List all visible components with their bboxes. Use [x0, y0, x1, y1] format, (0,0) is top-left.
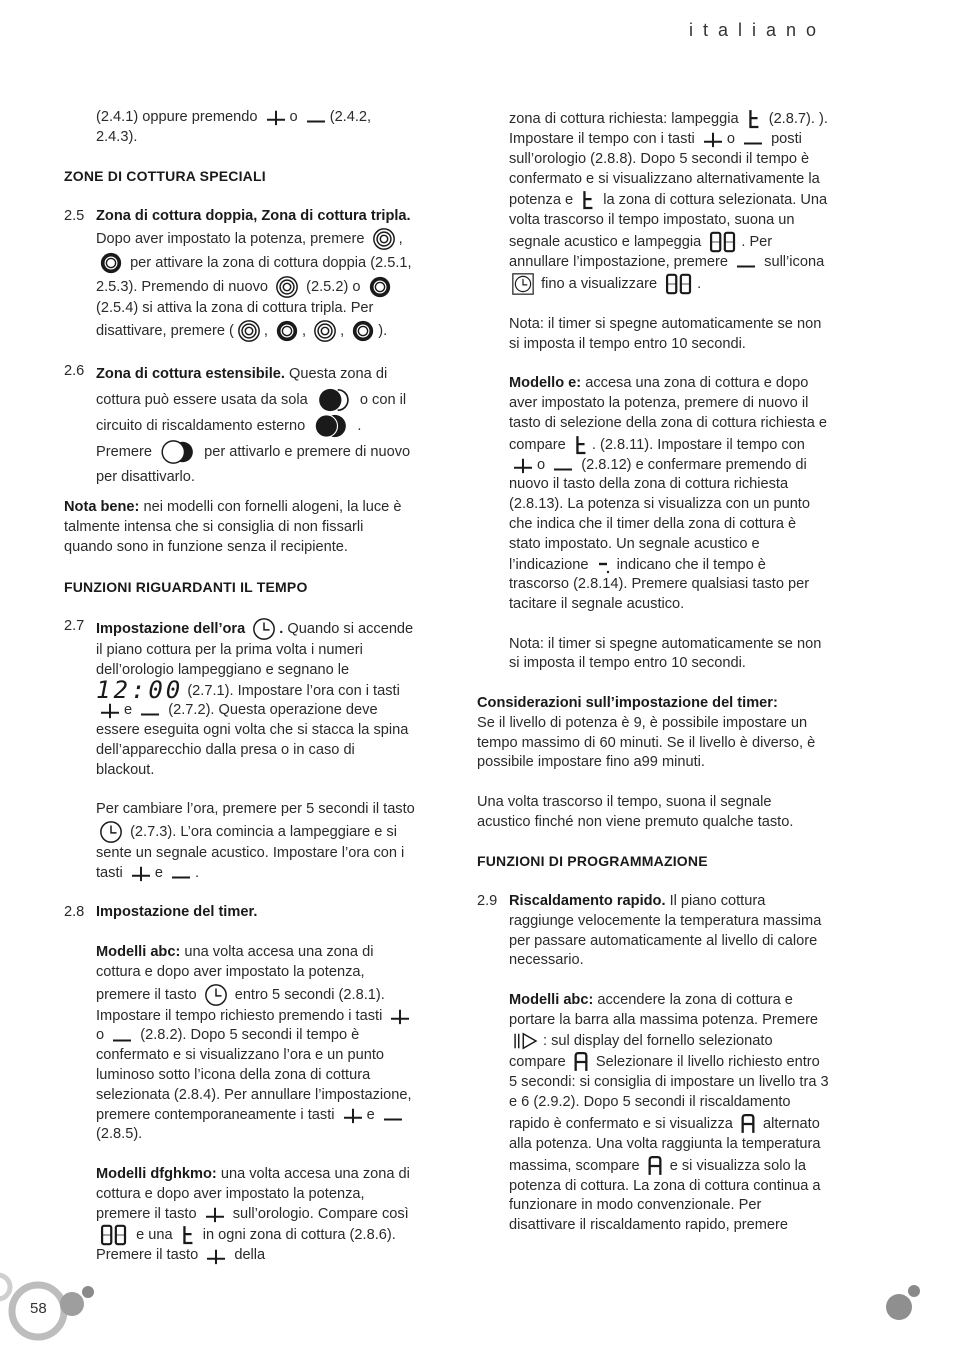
text: fino a visualizzare: [541, 275, 658, 292]
text: o: [96, 1027, 105, 1044]
clock-icon: [99, 820, 123, 844]
triple-ring-zone-icon: [372, 227, 396, 251]
single-zone-icon: [315, 387, 353, 413]
double-ring-zone-icon: [99, 251, 123, 275]
text: accesa una zona di cottura e dopo aver impostato la potenza, premere di nuovo il tasto di selezione della zona di cottura richiesta e compare: [509, 375, 828, 453]
text: e una: [136, 1227, 173, 1244]
text: e: [124, 702, 133, 719]
text: (2.8.2). Dopo 5 secondi il tempo è confermato e si visualizzano l’ora e un punto luminoso sotto l’icona della zona di cottura selezionata (2.8.4). Per annullare l’impostazione, premere contemporaneamente i tasti: [96, 1027, 412, 1123]
section-number: 2.6: [64, 363, 85, 380]
text: (2.4.2,: [329, 109, 372, 125]
text: posti sull’orologio (2.8.8). Dopo 5 secondi il tempo è confermato e si visualizzano alternativamente la potenza e: [509, 131, 820, 209]
text: o: [289, 109, 298, 125]
text: .: [195, 864, 200, 881]
double-ring-zone-icon: [351, 319, 375, 343]
text: ,: [340, 322, 345, 339]
text: accendere la zona di cottura e portare la barra alla massima potenza. Premere: [509, 991, 819, 1028]
section-title: Riscaldamento rapido.: [509, 892, 666, 909]
text: Il piano cottura raggiunge velocemente la temperatura massima per passare automaticamente al livello di calore necessario.: [509, 892, 822, 969]
considerations-title: Considerazioni sull’impostazione del timer:: [477, 694, 778, 711]
plus-icon: [265, 108, 287, 126]
timer-00-display-icon: [99, 1224, 129, 1246]
plus-icon: [342, 1106, 364, 1124]
left-column: [64, 108, 416, 1266]
considerations-text: Se il livello di potenza è 9, è possibile impostare un tempo massimo di 60 minuti. Se il livello è diverso, è possibile impostare fino a99 minuti.: [477, 714, 816, 771]
text: (2.8.12) e confermare premendo di nuovo il tasto della zona di cottura richiesta (2.8.13). La potenza si visualizza con un punto che indica che il timer della zona di cottura è stato impostato. Un segnale acustico e l’indicazione: [509, 456, 810, 573]
nota-bene: [64, 498, 416, 557]
text: zona di cottura richiesta: lampeggia: [509, 110, 739, 127]
text: : sul display del fornello selezionato compare: [509, 1032, 773, 1071]
plus-icon: [702, 130, 724, 148]
footer-ornament-right: [880, 1280, 920, 1325]
plus-icon: [99, 701, 121, 719]
section-2-8: [64, 903, 416, 1266]
section-title: Impostazione del timer.: [96, 904, 258, 921]
text: ,: [398, 230, 403, 247]
plus-icon: [204, 1205, 226, 1223]
text: e si visualizza solo la potenza di cottura. La zona di cottura continua a funzionare in modo convenzionale. Per disattivare il riscaldamento rapido, premere: [509, 1157, 821, 1234]
text: nei modelli con fornelli alogeni, la luce è talmente intensa che si consiglia di non fissarli quando sono in funzione senza il recipiente.: [64, 499, 402, 555]
language-label: italiano: [688, 20, 826, 40]
text: (2.8.7). ). Impostare il tempo con i tasti: [509, 110, 828, 147]
text: entro 5 secondi (2.8.1). Impostare il tempo richiesto premendo i tasti: [96, 986, 385, 1024]
section-2-7: [64, 617, 416, 884]
paragraph-continued: [477, 108, 829, 674]
text: (2.8.5).: [96, 1126, 143, 1143]
section-heading-time: FUNZIONI RIGUARDANTI IL TEMPO: [64, 578, 308, 595]
text: (2.4.1) oppure premendo: [96, 109, 258, 125]
boost-a-display-icon: [573, 1051, 589, 1073]
minus-icon: [735, 253, 757, 271]
section-heading-programming: FUNZIONI DI PROGRAMMAZIONE: [477, 853, 708, 870]
section-title: Zona di cottura estensibile.: [96, 366, 285, 383]
text: .: [279, 621, 284, 638]
note-text: Nota: il timer si spegne automaticamente se non si imposta il tempo entro 10 secondi.: [509, 635, 822, 672]
double-ring-zone-icon: [368, 275, 392, 299]
text: (2.7.1). Impostare l’ora con i tasti: [187, 682, 400, 699]
triple-ring-zone-icon: [275, 275, 299, 299]
text: . (2.8.11). Impostare il tempo con: [591, 436, 805, 453]
model-label: Modello e:: [509, 375, 582, 392]
model-label: Modelli abc:: [509, 991, 594, 1008]
section-title: Zona di cottura doppia, Zona di cottura tripla.: [96, 207, 411, 224]
minus-icon: [552, 456, 574, 474]
text: una volta accesa una zona di cottura e dopo aver impostato la potenza, premere il tasto: [96, 1166, 410, 1222]
text: sull’icona: [764, 254, 825, 271]
timer-00-display-icon: [708, 231, 738, 253]
text: 2.4.3).: [96, 128, 138, 145]
text: una volta accesa una zona di cottura e dopo aver impostato la potenza, premere il tasto: [96, 944, 374, 1003]
section-2-5: [64, 207, 416, 343]
text: ).: [378, 322, 388, 339]
text: . Premere: [96, 418, 362, 461]
timer-dash-display-icon: [596, 555, 610, 575]
minus-icon: [170, 864, 192, 882]
text: Per cambiare l’ora, premere per 5 secondi il tasto: [96, 801, 415, 818]
section-title: Impostazione dell’ora: [96, 621, 246, 638]
text: ,: [263, 322, 268, 339]
text: o con il circuito di riscaldamento esterno: [96, 392, 407, 435]
text: in ogni zona di cottura (2.8.6). Premere il tasto: [96, 1227, 396, 1264]
text: indicano che il tempo è trascorso (2.8.14). Premere qualsiasi tasto per tacitare il segnale acustico.: [509, 556, 810, 612]
section-heading-special-zones: ZONE DI COTTURA SPECIALI: [64, 168, 266, 185]
timer-t-display-icon: [573, 434, 589, 456]
text: . Per annullare l’impostazione, premere: [509, 234, 773, 271]
considerations-text: Una volta trascorso il tempo, suona il segnale acustico finché non viene premuto qualche tasto.: [477, 793, 794, 830]
boost-a-display-icon: [740, 1113, 756, 1135]
triple-ring-zone-icon: [313, 319, 337, 343]
extended-zone-icon: [312, 413, 350, 439]
model-label: Modelli abc:: [96, 944, 181, 961]
clock-display: 12:00: [96, 675, 184, 704]
timer-t-display-icon: [746, 108, 762, 130]
paragraph-continued: [64, 108, 416, 148]
text: Quando si accende il piano cottura per la prima volta i numeri dell’orologio lampeggiano e segnano le: [96, 621, 414, 678]
text: per attivare la zona di cottura doppia (2.5.1, 2.5.3). Premendo di nuovo: [96, 254, 412, 295]
plus-icon: [389, 1007, 411, 1025]
minus-icon: [742, 130, 764, 148]
boost-button-icon: [512, 1031, 540, 1051]
clock-icon: [252, 617, 276, 641]
timer-t-display-icon: [180, 1224, 196, 1246]
section-number: 2.7: [64, 618, 85, 635]
triple-ring-zone-icon: [237, 319, 261, 343]
right-column: [477, 108, 829, 1236]
section-number: 2.5: [64, 207, 85, 224]
minus-icon: [139, 701, 161, 719]
text: Dopo aver impostato la potenza, premere: [96, 230, 365, 247]
footer-ornament-left: [0, 1265, 110, 1354]
text: (2.7.2). Questa operazione deve essere eseguita ogni volta che si stacca la spina dell’apparecchio dalla presa o in caso di blackout.: [96, 702, 409, 778]
text: la zona di cottura selezionata. Una volta trascorso il tempo impostato, suona un segnale acustico e lampeggia: [509, 192, 828, 251]
note-text: Nota: il timer si spegne automaticamente se non si imposta il tempo entro 10 secondi.: [509, 315, 822, 352]
text: ,: [302, 322, 307, 339]
minus-icon: [305, 108, 327, 126]
text: o: [726, 131, 735, 147]
text: Selezionare il livello richiesto entro 5 secondi: si consiglia di impostare un livello tra 3 e 6 (2.9.2). Dopo 5 secondi il riscaldamento rapido è confermato e si visualizza: [509, 1054, 829, 1132]
model-label: Modelli dfghkmo:: [96, 1166, 217, 1183]
clock-icon: [204, 983, 228, 1007]
section-number: 2.9: [477, 892, 498, 909]
text: alternato alla potenza. Una volta raggiunta la temperatura massima, scompare: [509, 1115, 821, 1174]
nota-label: Nota bene:: [64, 499, 140, 516]
minus-icon: [382, 1106, 404, 1124]
timer-00-display-icon: [664, 273, 694, 295]
section-2-9: [477, 892, 829, 1236]
text: o: [537, 456, 546, 473]
plus-icon: [205, 1247, 227, 1265]
section-number: 2.8: [64, 904, 85, 921]
text: .: [697, 275, 702, 292]
text: (2.5.4) si attiva la zona di cottura tripla. Per disattivare, premere (: [96, 299, 374, 339]
double-ring-zone-icon: [275, 319, 299, 343]
timer-t-display-icon: [580, 189, 596, 211]
section-2-6: [64, 362, 416, 490]
text: Questa zona di cottura può essere usata da sola: [96, 366, 388, 409]
text: della: [234, 1247, 266, 1264]
plus-icon: [130, 864, 152, 882]
text: e: [154, 864, 163, 881]
minus-icon: [111, 1027, 133, 1045]
text: (2.5.2) o: [306, 278, 361, 295]
extension-button-icon: [159, 439, 197, 465]
text: sull’orologio. Compare così: [232, 1205, 409, 1222]
text: e: [366, 1106, 375, 1123]
text: per attivarlo e premere di nuovo per disattivarlo.: [96, 444, 411, 486]
page-number: 58: [30, 1300, 47, 1317]
clock-box-icon: [512, 273, 534, 295]
boost-a-display-icon: [647, 1155, 663, 1177]
plus-icon: [512, 456, 534, 474]
text: (2.7.3). L’ora comincia a lampeggiare e si sente un segnale acustico. Impostare l’ora con i tasti: [96, 823, 405, 881]
